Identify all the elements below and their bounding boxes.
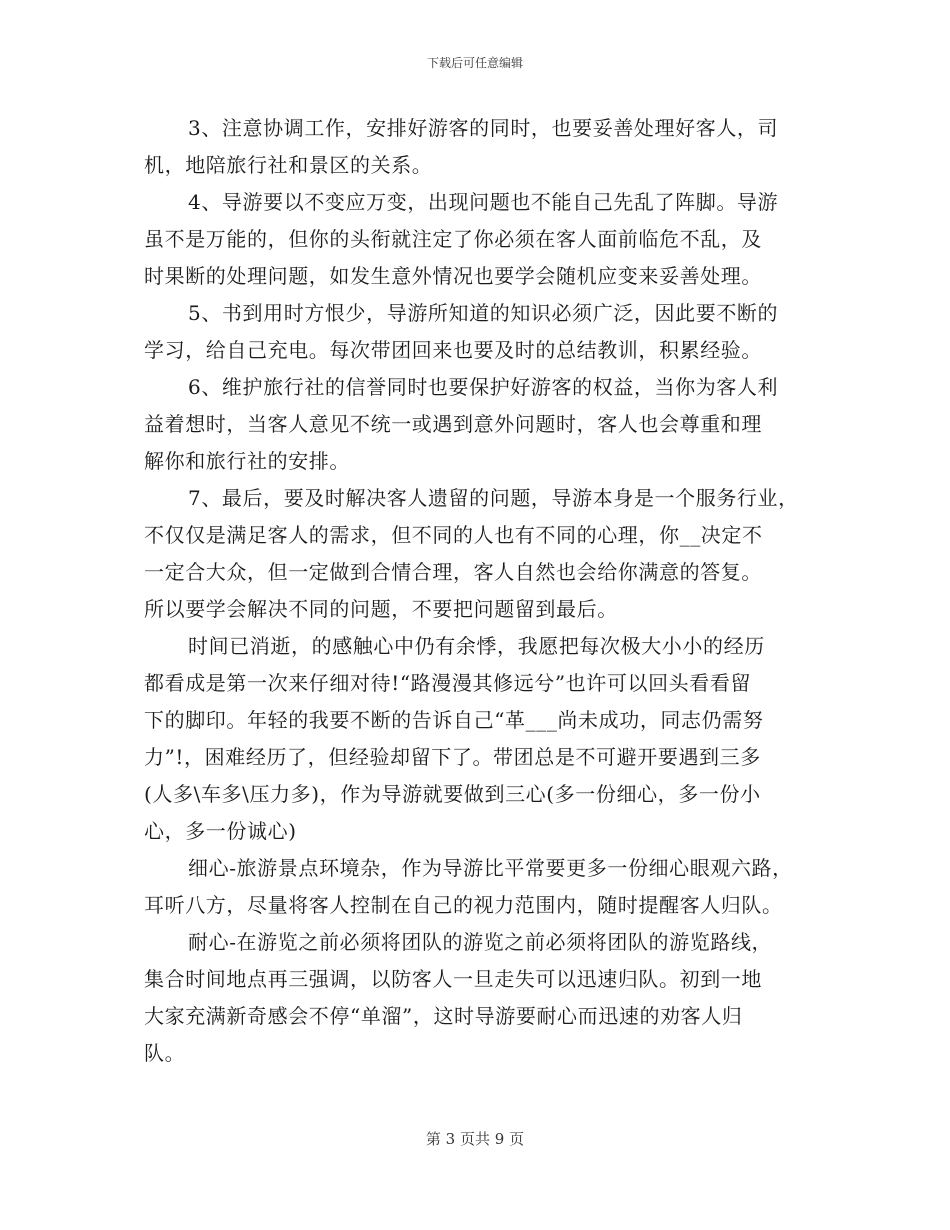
text-line: 心，多一份诚心) <box>144 819 297 843</box>
text-line: 3、注意协调工作，安排好游客的同时，也要妥善处理好客人，司 <box>188 116 779 140</box>
text-line: 大家充满新奇感会不停“单溜”，这时导游要耐心而迅速的劝客人归 <box>144 1004 743 1028</box>
text-line: 时果断的处理问题，如发生意外情况也要学会随机应变来妥善处理。 <box>144 264 762 288</box>
page-header: 下载后可任意编辑 <box>426 56 523 70</box>
text-line: 时间已消逝，的感触心中仍有余悸，我愿把每次极大小小的经历 <box>188 634 765 658</box>
text-line: 机，地陪旅行社和景区的关系。 <box>144 153 433 177</box>
text-line: 益着想时，当客人意见不统一或遇到意外问题时，客人也会尊重和理 <box>144 412 762 436</box>
text-line: 不仅仅是满足客人的需求，但不同的人也有不同的心理，你__决定不 <box>144 523 763 547</box>
text-line: 下的脚印。年轻的我要不断的告诉自己“革___尚未成功，同志仍需努 <box>144 708 764 732</box>
text-line: 细心-旅游景点环境杂，作为导游比平常要更多一份细心眼观六路， <box>188 856 793 880</box>
text-line: 解你和旅行社的安排。 <box>144 449 350 473</box>
text-line: 6、维护旅行社的信誉同时也要保护好游客的权益，当你为客人利 <box>188 375 779 399</box>
text-line: 学习，给自己充电。每次带团回来也要及时的总结教训，积累经验。 <box>144 338 762 362</box>
text-line: 都看成是第一次来仔细对待!“路漫漫其修远兮”也许可以回头看看留 <box>144 671 752 695</box>
text-line: 集合时间地点再三强调，以防客人一旦走失可以迅速归队。初到一地 <box>144 967 762 991</box>
document-body <box>144 110 816 1072</box>
text-line: 5、书到用时方恨少，导游所知道的知识必须广泛，因此要不断的 <box>188 301 779 325</box>
text-line: 力”!，困难经历了，但经验却留下了。带团总是不可避开要遇到三多 <box>144 745 761 769</box>
text-line: 耐心-在游览之前必须将团队的游览之前必须将团队的游览路线， <box>188 930 773 954</box>
text-line: 耳听八方，尽量将客人控制在自己的视力范围内，随时提醒客人归队。 <box>144 893 783 917</box>
page-number: 第 3 页共 9 页 <box>425 1130 525 1148</box>
text-line: (人多\车多\压力多)，作为导游就要做到三心(多一份细心，多一份小 <box>144 782 761 806</box>
text-line: 7、最后，要及时解决客人遗留的问题，导游本身是一个服务行业， <box>188 486 799 510</box>
text-line: 虽不是万能的，但你的头衔就注定了你必须在客人面前临危不乱，及 <box>144 227 762 251</box>
text-line: 一定合大众，但一定做到合情合理，客人自然也会给你满意的答复。 <box>144 560 762 584</box>
text-line: 所以要学会解决不同的问题，不要把问题留到最后。 <box>144 597 618 621</box>
text-line: 队。 <box>144 1041 186 1065</box>
text-line: 4、导游要以不变应万变，出现问题也不能自己先乱了阵脚。导游 <box>188 190 779 214</box>
